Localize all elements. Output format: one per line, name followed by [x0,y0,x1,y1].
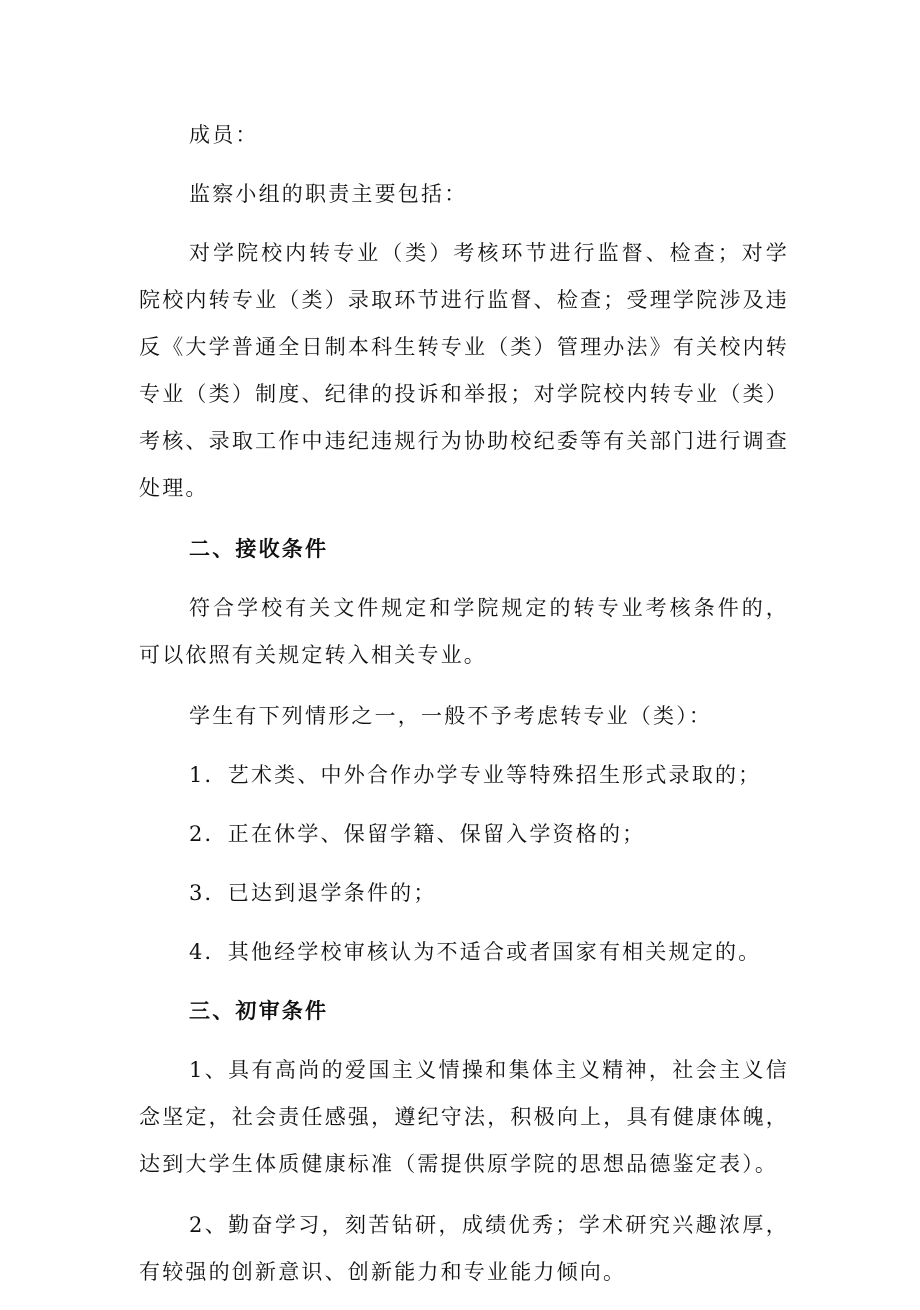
acceptance-paragraph: 符合学校有关文件规定和学院规定的转专业考核条件的，可以依照有关规定转入相关专业。 [139,596,789,667]
preliminary-condition-2: 2、勤奋学习，刻苦钻研，成绩优秀；学术研究兴趣浓厚，有较强的创新意识、创新能力和专业能力倾向。 [139,1213,789,1284]
supervision-duties-intro: 监察小组的职责主要包括： [189,182,468,206]
members-line: 成员： [189,123,259,147]
exclusion-item-1: 1．艺术类、中外合作办学专业等特殊招生形式录取的； [189,763,762,787]
supervision-duties-paragraph: 对学院校内转专业（类）考核环节进行监督、检查；对学院校内转专业（类）录取环节进行监督、检查；受理学院涉及违反《大学普通全日制本科生转专业（类）管理办法》有关校内转专业（类）制度、纪律的投诉和举报；对学院校内转专业（类）考核、录取工作中违纪违规行为协助校纪委等有关部门进行调查处理。 [139,241,789,500]
exclusion-item-2: 2．正在休学、保留学籍、保留入学资格的； [189,822,646,846]
document-body [139,112,789,1310]
section-heading-acceptance: 二、接收条件 [189,537,329,561]
exclusion-intro: 学生有下列情形之一，一般不予考虑转专业（类）： [189,704,713,728]
exclusion-item-4: 4．其他经学校审核认为不适合或者国家有相关规定的。 [189,940,762,964]
preliminary-condition-1: 1、具有高尚的爱国主义情操和集体主义精神，社会主义信念坚定，社会责任感强，遵纪守法，积极向上，具有健康体魄，达到大学生体质健康标准（需提供原学院的思想品德鉴定表）。 [139,1058,789,1176]
exclusion-item-3: 3．已达到退学条件的； [189,881,437,905]
section-heading-preliminary: 三、初审条件 [189,999,329,1023]
